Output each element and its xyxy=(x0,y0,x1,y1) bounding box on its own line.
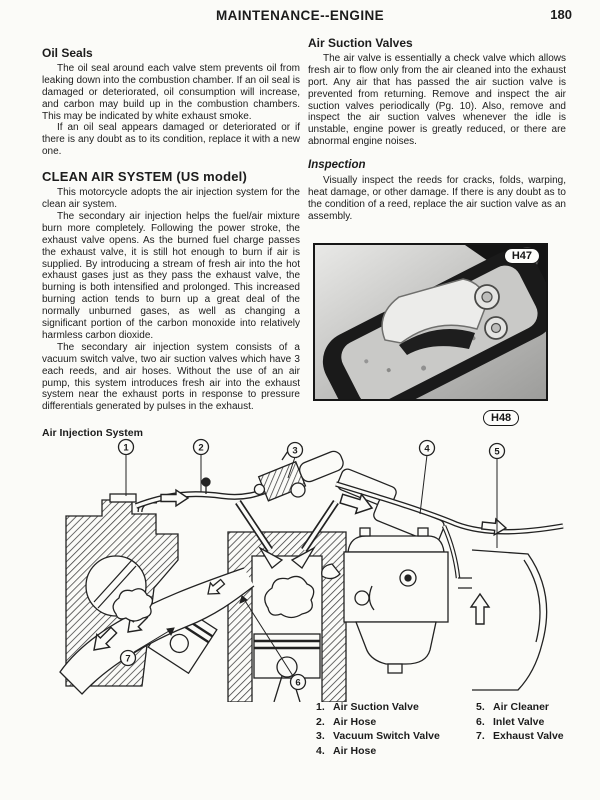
figure-ref-badge: H48 xyxy=(483,410,519,426)
combustion-gas-cloud xyxy=(265,576,314,617)
callout-6: 6 xyxy=(295,677,301,689)
callout-1: 1 xyxy=(123,442,129,454)
callout-5: 5 xyxy=(494,446,500,458)
air-suction-paragraph: The air valve is essentially a check valve which allows fresh air to flow only from the air cleaned into the exhaust port. Any air that has passed the air suction valve is prevented from returning. Remove and inspect the air suction valves periodically (Pg. 10). Also, remove and inspect the air suction valves whenever the idle is unstable, engine power is greatly reduced, or there are abnormal engine noises. xyxy=(308,52,566,148)
right-column xyxy=(308,38,566,223)
legend-label: Air Hose xyxy=(333,715,377,728)
legend-label: Air Hose xyxy=(333,744,377,757)
clean-air-heading: CLEAN AIR SYSTEM (US model) xyxy=(42,169,247,185)
legend-item xyxy=(476,729,586,744)
photo-ref-badge: H47 xyxy=(504,248,540,264)
legend-item xyxy=(476,700,586,715)
clean-air-paragraph-3: The secondary air injection system consists of a vacuum switch valve, two air suction valves which have 3 each reeds, and air hoses. Without the use of an air pump, this system introduces fresh air into the exhaust system near the exhaust ports in response to pressure differentials generated by pulses in the exhaust. xyxy=(42,341,300,413)
page-header-title: MAINTENANCE--ENGINE xyxy=(215,8,385,23)
callout-2: 2 xyxy=(198,442,204,454)
air-injection-system-diagram xyxy=(36,436,564,702)
air-injection-system-label: Air Injection System xyxy=(42,427,143,439)
legend-label: Inlet Valve xyxy=(493,715,545,728)
legend-item xyxy=(316,729,486,744)
center-piston xyxy=(254,634,320,702)
legend-number: 1. xyxy=(316,701,325,713)
callout-4: 4 xyxy=(424,443,430,455)
legend-label: Air Suction Valve xyxy=(333,701,419,713)
callout-7: 7 xyxy=(125,653,131,665)
page-number: 180 xyxy=(550,7,572,22)
oil-seals-heading: Oil Seals xyxy=(42,46,93,60)
air-hose-2 xyxy=(136,478,274,506)
legend-label: Exhaust Valve xyxy=(493,730,564,743)
legend-item xyxy=(316,700,486,715)
legend-label: Air Cleaner xyxy=(493,701,550,713)
left-column xyxy=(42,48,300,413)
inspection-heading: Inspection xyxy=(308,159,366,172)
legend-number: 6. xyxy=(476,715,485,728)
oil-seals-paragraph-1: The oil seal around each valve stem prevents oil from leaking down into the combustion chamber. If an oil seal is damaged or deteriorated, oil consumption will increase, and carbon may build up in the combustion chambers. This may be indicated by white exhaust smoke. xyxy=(42,62,300,122)
air-suction-valves-heading: Air Suction Valves xyxy=(308,36,413,50)
inspection-paragraph: Visually inspect the reeds for cracks, folds, warping, heat damage, or other damage. If there is any doubt as to the condition of a reed, replace the air suction valve as an assembly. xyxy=(308,175,566,222)
reed-valve-photo-image xyxy=(315,245,546,399)
legend-item xyxy=(476,715,586,730)
legend-number: 5. xyxy=(476,701,485,713)
legend-item xyxy=(316,744,486,759)
legend-number: 3. xyxy=(316,730,325,743)
clean-air-paragraph-2: The secondary air injection helps the fuel/air mixture burn more completely. Following the power stroke, the exhaust valve opens. As the burned fuel charge passes the exhaust valve, it is still hot enough to burn if air is supplied. By introducing a stream of fresh air into the hot exhaust gases just as they pass the exhaust valve, the burning is both intensified and prolonged. This increased burning action tends to burn up a great deal of the normally unburned gases, as well as changing a significant portion of the carbon monoxide into relatively harmless carbon dioxide. xyxy=(42,210,300,341)
diagram-legend-column-2 xyxy=(476,700,586,744)
clean-air-paragraph-1: This motorcycle adopts the air injection system for the clean air system. xyxy=(42,187,300,210)
legend-label: Vacuum Switch Valve xyxy=(333,730,440,743)
legend-item xyxy=(316,715,486,730)
legend-number: 2. xyxy=(316,715,325,728)
diagram-legend-column-1 xyxy=(316,700,486,758)
legend-number: 7. xyxy=(476,730,485,743)
reed-valve-photo xyxy=(313,243,548,401)
oil-seals-paragraph-2: If an oil seal appears damaged or deteriorated or if there is any doubt as to its condition, replace it with a new one. xyxy=(42,122,300,158)
legend-number: 4. xyxy=(316,744,325,757)
callout-3: 3 xyxy=(292,445,298,457)
air-cleaner-part xyxy=(458,550,547,690)
